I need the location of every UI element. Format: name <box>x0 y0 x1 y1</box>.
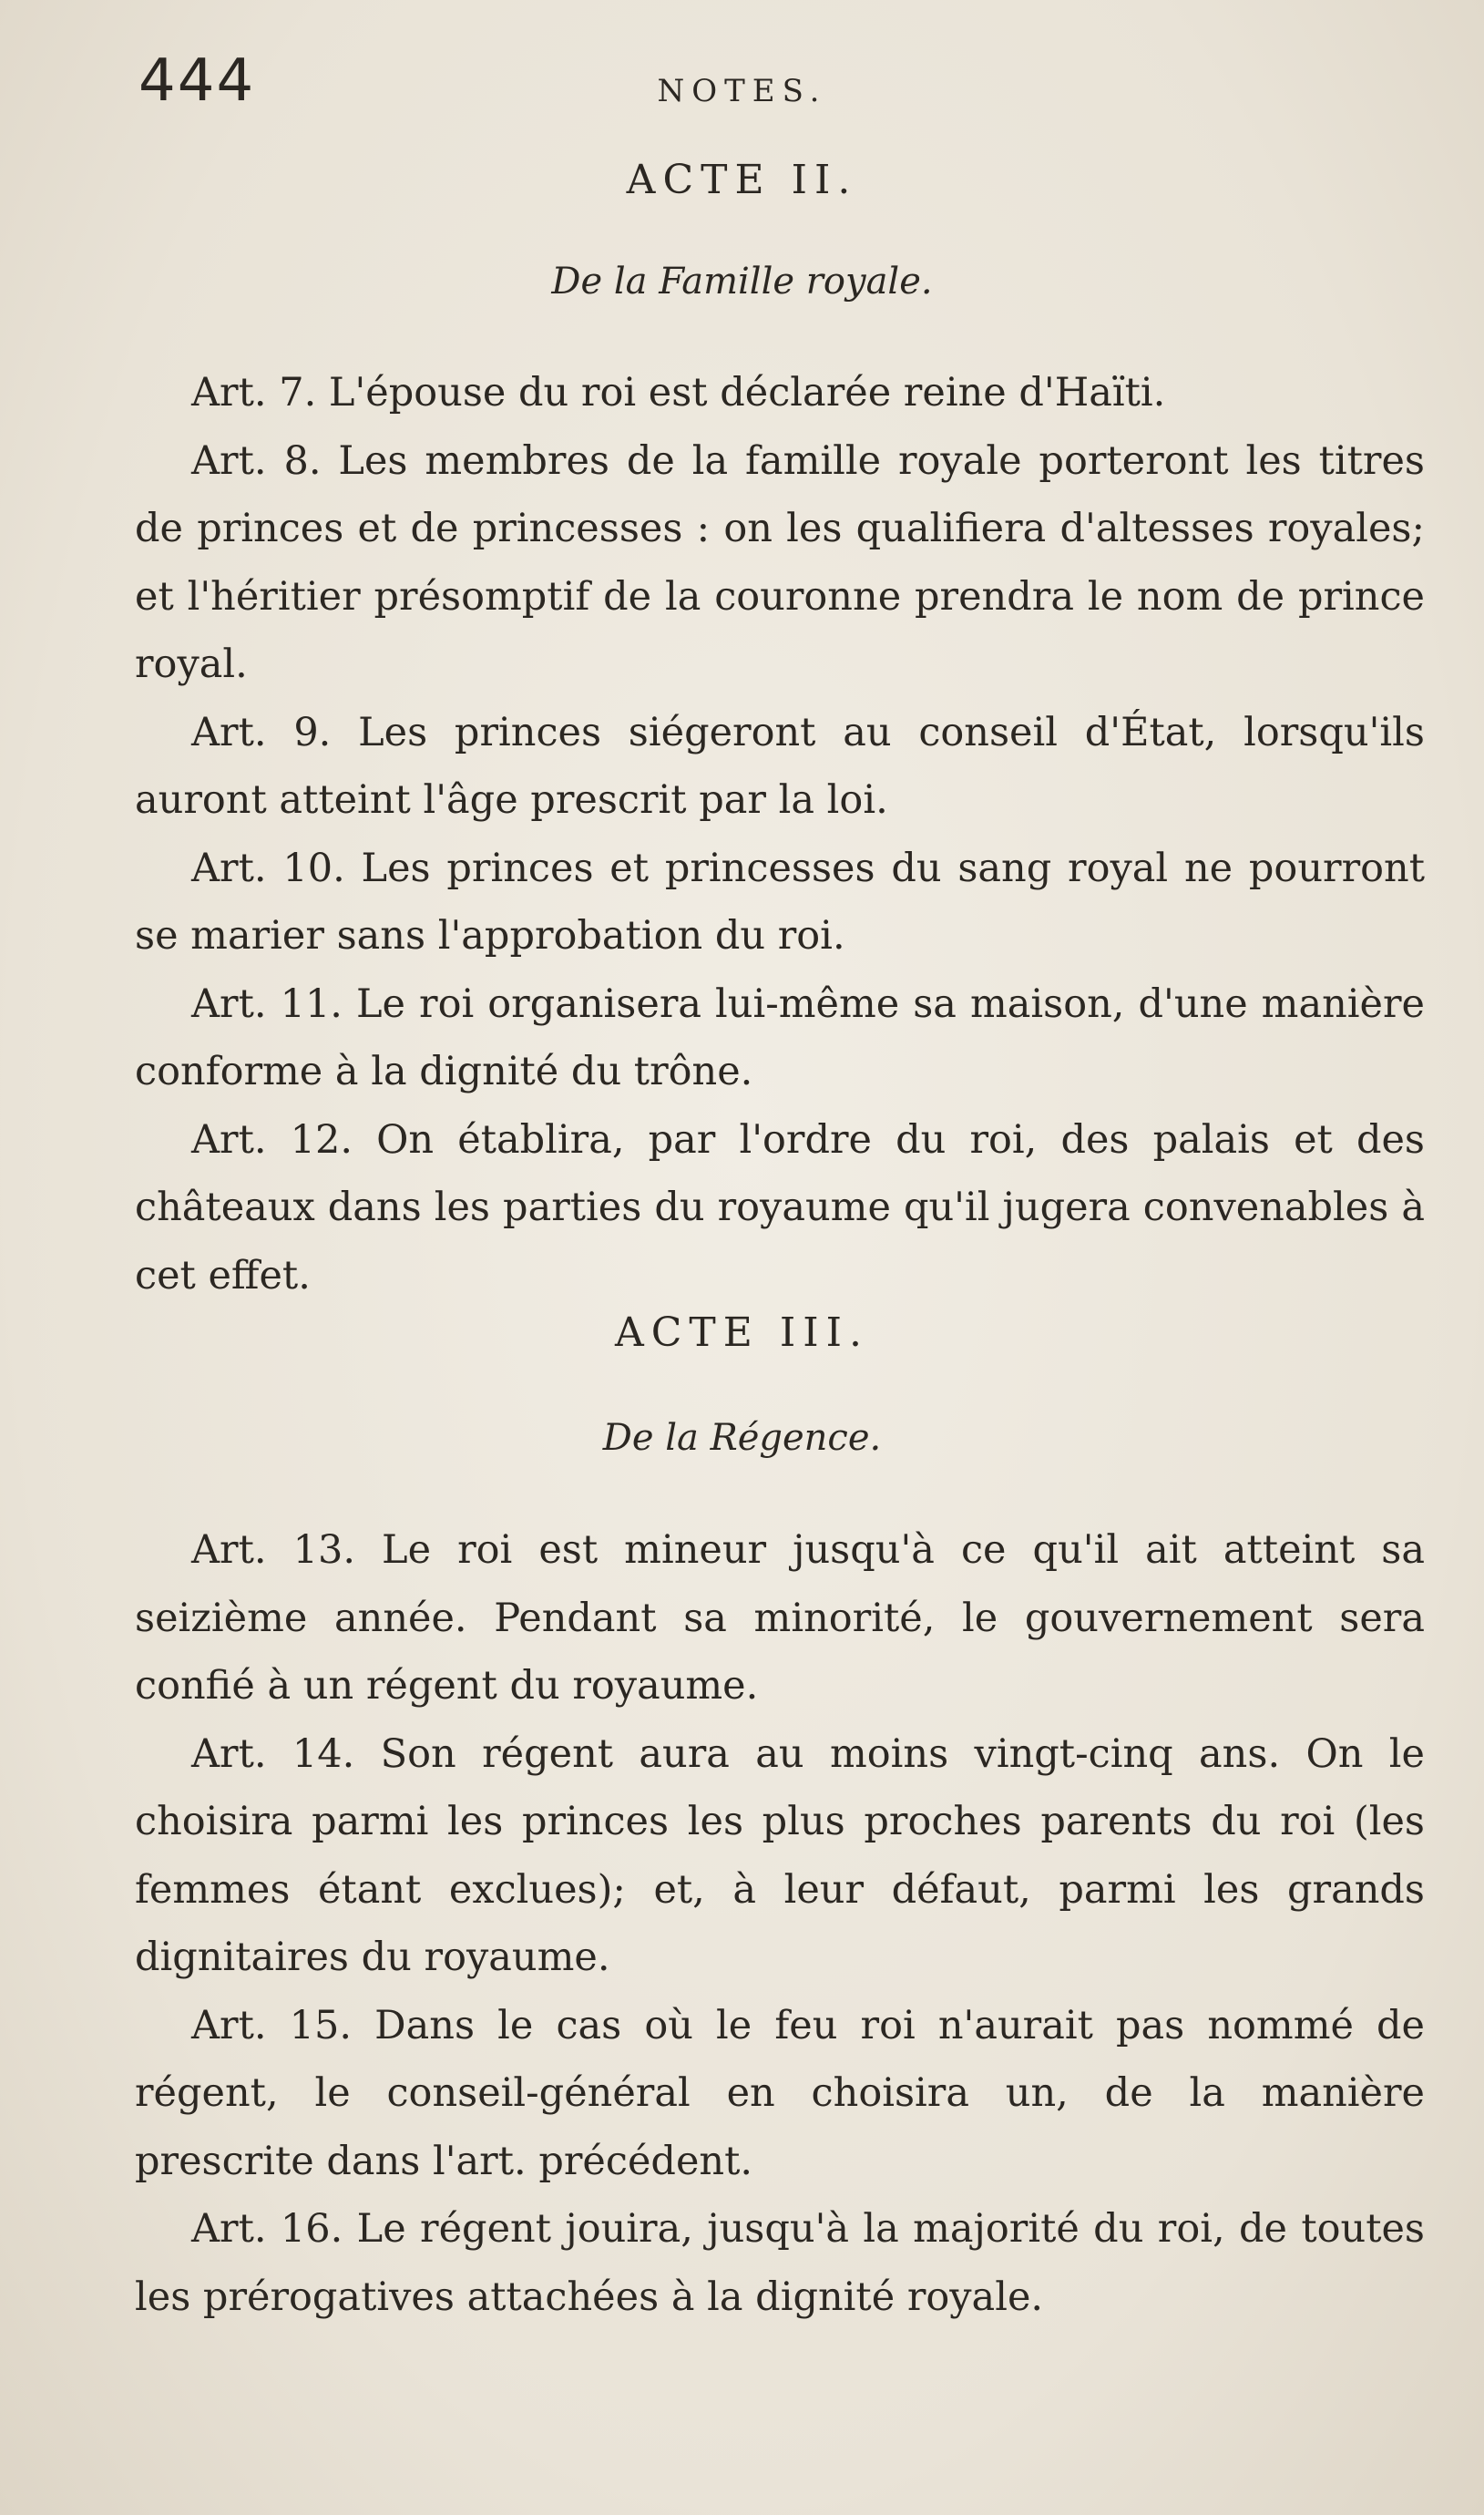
article-13: Art. 13. Le roi est mineur jusqu'à ce qu'il ait atteint sa seizième année. Pendant sa minorité, le gouvernement sera confié à un régent du royaume. <box>135 1527 1425 1709</box>
section-subtitle-regence: De la Régence. <box>602 1417 882 1459</box>
article-11: Art. 11. Le roi organisera lui-même sa maison, d'une manière conforme à la dignité du trône. <box>135 980 1425 1094</box>
article-9: Art. 9. Les princes siégeront au conseil d'État, lorsqu'ils auront atteint l'âge prescrit par la loi. <box>135 709 1425 823</box>
page-number: 444 <box>138 47 256 115</box>
article-8: Art. 8. Les membres de la famille royale porteront les titres de princes et de princesses : on les qualifiera d'altesses royales; et l'héritier présomptif de la couronne prendra le nom de prince royal. <box>135 437 1425 687</box>
article-10: Art. 10. Les princes et princesses du sang royal ne pourront se marier sans l'approbation du roi. <box>135 845 1425 959</box>
article-7: Art. 7. L'épouse du roi est déclarée reine d'Haïti. <box>191 370 1166 416</box>
section-title-acte-ii: ACTE II. <box>626 157 858 203</box>
article-12: Art. 12. On établira, par l'ordre du roi, des palais et des châteaux dans les parties du royaume qu'il jugera convenables à cet effet. <box>135 1116 1425 1299</box>
running-header <box>0 47 1484 120</box>
section-body-acte-iii <box>135 1516 1425 2331</box>
article-14: Art. 14. Son régent aura au moins vingt-cinq ans. On le choisira parmi les princes les plus proches parents du roi (les femmes étant exclues); et, à leur défaut, parmi les grands dignitaires du royaume. <box>135 1730 1425 1980</box>
section-title-acte-iii: ACTE III. <box>614 1309 870 1356</box>
running-title: NOTES. <box>657 73 827 109</box>
section-subtitle-famille-royale: De la Famille royale. <box>551 261 933 303</box>
article-16: Art. 16. Le régent jouira, jusqu'à la majorité du roi, de toutes les prérogatives attachées à la dignité royale. <box>135 2206 1425 2320</box>
section-body-acte-ii <box>135 359 1425 1309</box>
article-15: Art. 15. Dans le cas où le feu roi n'aurait pas nommé de régent, le conseil-général en choisira un, de la manière prescrite dans l'art. précédent. <box>135 2002 1425 2184</box>
